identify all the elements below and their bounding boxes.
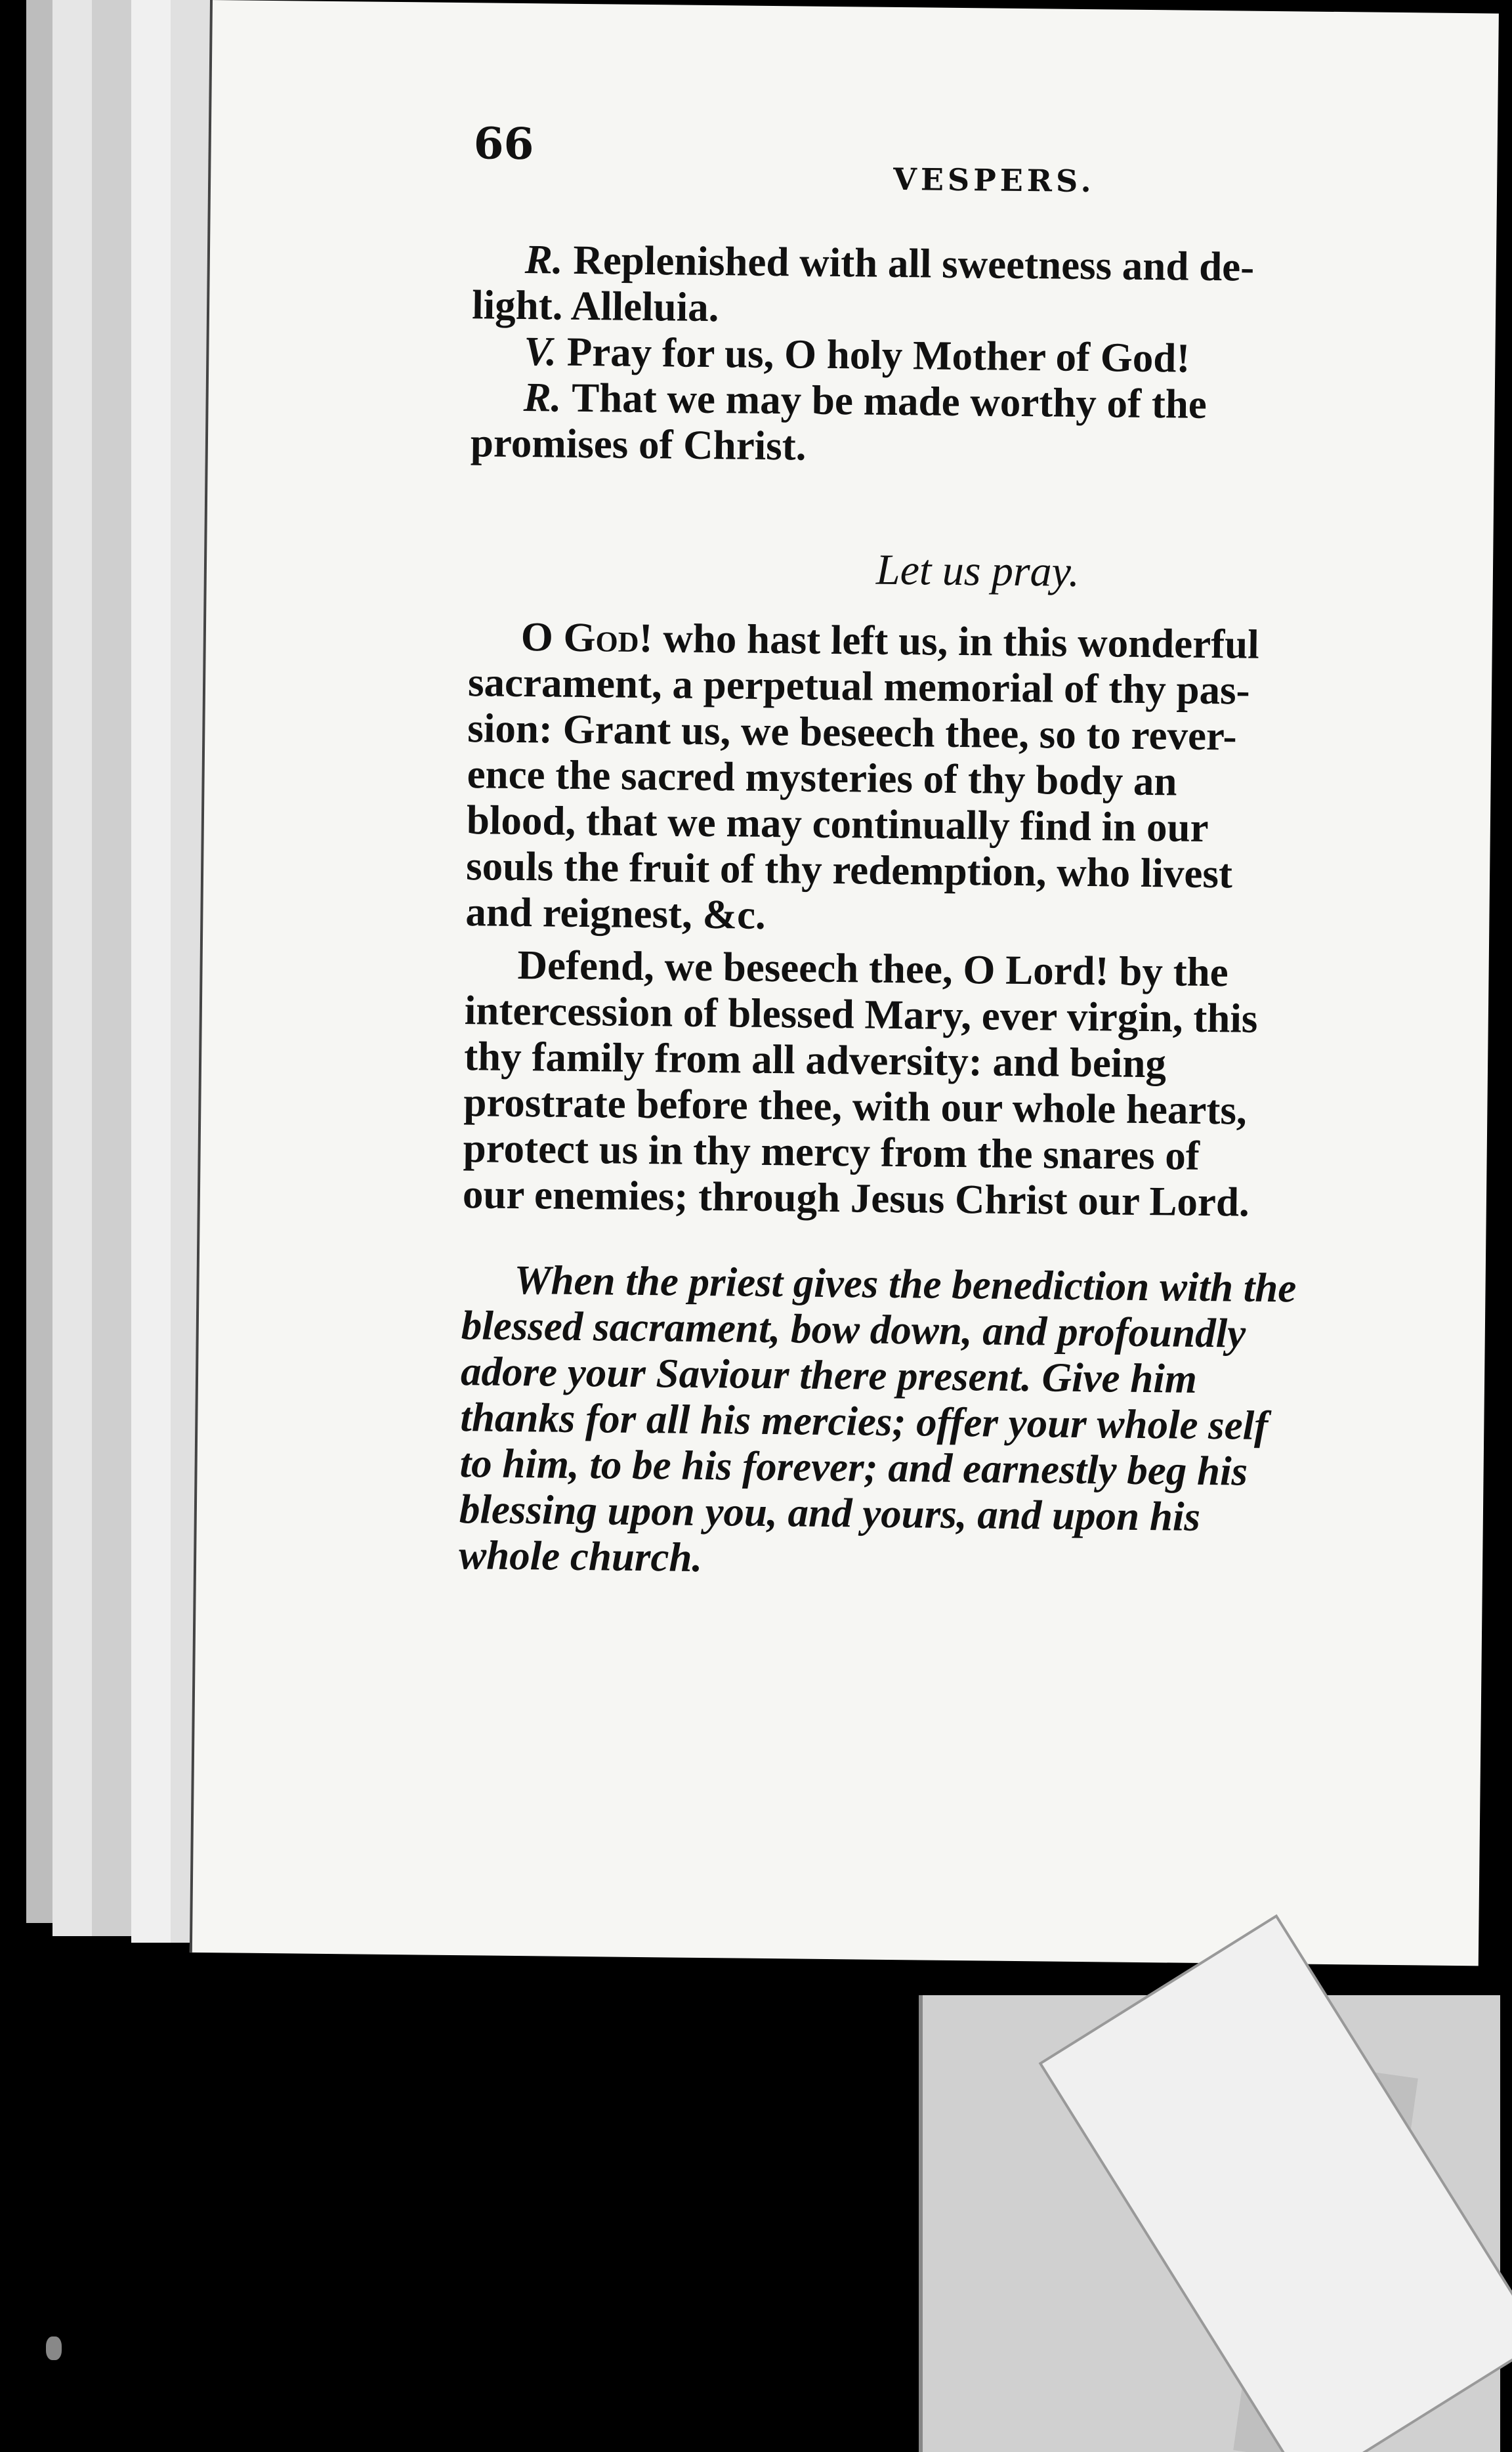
versicle-continuation: promises of Christ. [470, 419, 807, 469]
prayer-line: thy family from all adversity: and being [463, 1033, 1167, 1087]
versicles-block [471, 236, 1484, 476]
prayer-heading: Let us pray. [875, 545, 1080, 596]
prayer-line: our enemies; through Jesus Christ our Lord. [462, 1171, 1250, 1225]
versicle-text: Replenished with all sweetness and de- [573, 236, 1255, 290]
page-edge [52, 0, 94, 1936]
prayer-line: protect us in thy mercy from the snares of [463, 1125, 1200, 1179]
prayer-line: O God! who hast left us, in this wonderful [520, 614, 1260, 667]
prayer-line: ence the sacred mysteries of thy body an [467, 751, 1177, 805]
prayer-line: intercession of blessed Mary, ever virgin, this [464, 987, 1258, 1042]
page-edge [92, 0, 133, 1936]
versicle-text: That we may be made worthy of the [571, 374, 1208, 427]
prayer-line: sion: Grant us, we beseech thee, so to rever- [467, 705, 1237, 759]
versicle-text: Pray for us, O holy Mother of God! [566, 328, 1190, 381]
prayer-line: and reignest, &c. [465, 889, 766, 938]
rubric-line: When the priest gives the benediction with the [514, 1256, 1297, 1311]
rubric-line: blessing upon you, and yours, and upon his [459, 1486, 1201, 1540]
rubric-paragraph [459, 1256, 1473, 1588]
prayer-paragraph-1 [465, 613, 1479, 945]
rubric-line: whole church. [458, 1532, 703, 1580]
page-edge [131, 0, 173, 1943]
prayer-line: souls the fruit of thy redemption, who livest [465, 843, 1233, 897]
page-number: 66 [473, 117, 534, 170]
prayer-opening: O God! [520, 614, 653, 662]
prayer-paragraph-2 [463, 941, 1476, 1227]
rubric-line: blessed sacrament, bow down, and profoundly [461, 1302, 1246, 1357]
running-head: VESPERS. [892, 161, 1095, 200]
rubric-line: to him, to be his forever; and earnestly beg his [459, 1440, 1248, 1494]
versicle-continuation: light. Alleluia. [471, 282, 719, 331]
response-symbol: R. [523, 374, 562, 421]
scan-artifact [46, 2336, 62, 2360]
response-symbol: R. [524, 236, 564, 283]
page-edge [26, 0, 54, 1923]
prayer-line: Defend, we beseech thee, O Lord! by the [517, 941, 1229, 996]
rubric-line: adore your Saviour there present. Give him [460, 1348, 1198, 1402]
prayer-line: prostrate before thee, with our whole hearts, [463, 1079, 1248, 1133]
versicle-symbol: V. [524, 328, 557, 375]
rubric-line: thanks for all his mercies; offer your whole self [460, 1394, 1269, 1448]
book-page [190, 0, 1499, 1966]
prayer-line: sacrament, a perpetual memorial of thy pas- [467, 659, 1251, 713]
prayer-line: blood, that we may continually find in our [466, 797, 1209, 851]
